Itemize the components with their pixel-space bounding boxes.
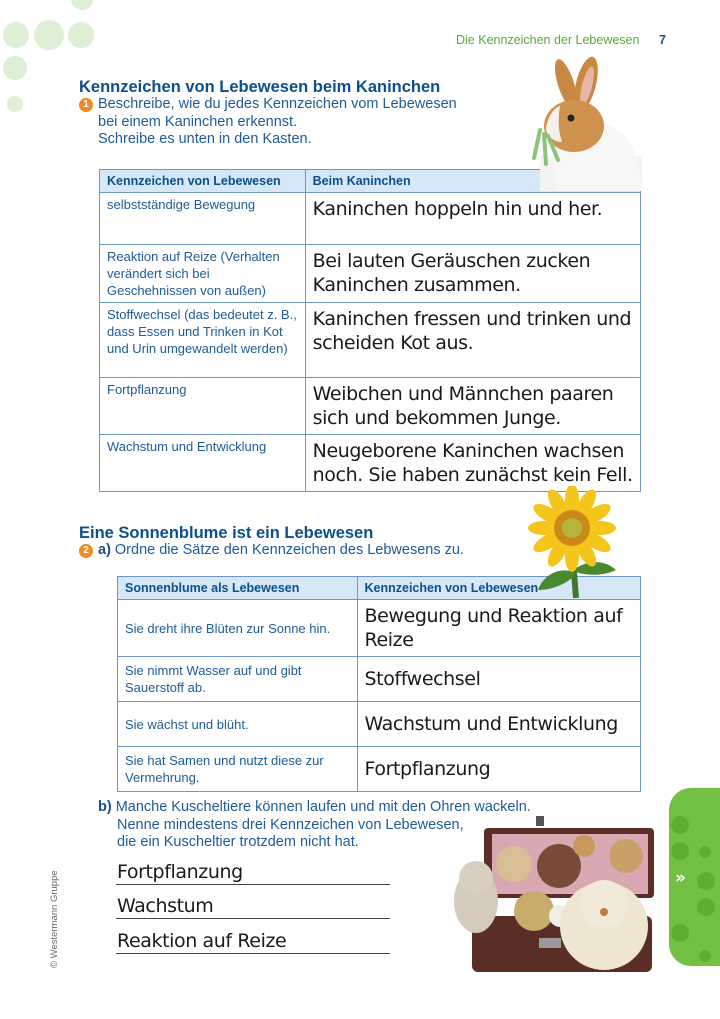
table-row <box>118 702 641 747</box>
answer-cell[interactable]: Stoffwechsel <box>357 657 641 702</box>
task-1-instruction: 1 Beschreibe, wie du jedes Kennzeichen vom Lebewesen bei einem Kaninchen erkennst. Schreibe es unten in den Kasten. <box>79 96 457 149</box>
copyright-notice: © Westermann Gruppe <box>49 870 60 968</box>
rabbit-image <box>528 56 642 191</box>
decor-dot <box>71 0 93 10</box>
column-header: Beim Kaninchen <box>305 170 640 193</box>
table-row <box>100 435 641 492</box>
table-row <box>118 600 641 657</box>
decor-dot <box>671 842 689 860</box>
task-number-badge: 2 <box>79 544 93 558</box>
answer-cell[interactable]: Fortpflanzung <box>357 747 641 792</box>
decor-dot <box>3 56 27 80</box>
sunflower-traits-table <box>117 576 641 792</box>
answer-cell[interactable]: Kaninchen hoppeln hin und her. <box>305 193 640 245</box>
table-row <box>100 245 641 303</box>
answer-cell[interactable]: Weibchen und Männchen paaren sich und bekommen Junge. <box>305 378 640 435</box>
decor-dot <box>671 924 689 942</box>
trait-cell: selbstständige Bewegung <box>100 193 306 245</box>
sentence-cell: Sie dreht ihre Blüten zur Sonne hin. <box>118 600 358 657</box>
answer-line[interactable]: Wachstum <box>116 894 390 919</box>
decor-dot <box>3 22 29 48</box>
section-title-sunflower: Eine Sonnenblume ist ein Lebewesen <box>79 524 374 542</box>
teddy-suitcase-image <box>444 816 656 976</box>
sunflower-image <box>516 486 628 598</box>
decor-dot <box>699 846 711 858</box>
decor-dot <box>671 816 689 834</box>
decor-dot <box>697 872 715 890</box>
double-chevron-right-icon[interactable]: » <box>675 868 686 888</box>
section-title-rabbit: Kennzeichen von Lebewesen beim Kaninchen <box>79 78 441 96</box>
column-header: Sonnenblume als Lebewesen <box>118 577 358 600</box>
answer-line[interactable]: Fortpflanzung <box>116 860 390 885</box>
table-row <box>100 378 641 435</box>
next-page-tab[interactable] <box>669 788 720 966</box>
answer-line[interactable]: Reaktion auf Reize <box>116 929 390 954</box>
trait-cell: Stoffwechsel (das bedeutet z. B., dass Essen und Trinken in Kot und Urin umgewandelt werden) <box>100 303 306 378</box>
answer-cell[interactable]: Kaninchen fressen und trinken und scheiden Kot aus. <box>305 303 640 378</box>
answer-cell[interactable]: Neugeborene Kaninchen wachsen noch. Sie haben zunächst kein Fell. <box>305 435 640 492</box>
answer-cell[interactable]: Bewegung und Reaktion auf Reize <box>357 600 641 657</box>
table-row <box>118 747 641 792</box>
trait-cell: Reaktion auf Reize (Verhalten verändert sich bei Geschehnissen von außen) <box>100 245 306 303</box>
trait-cell: Wachstum und Entwicklung <box>100 435 306 492</box>
page-number: 7 <box>659 33 666 47</box>
trait-cell: Fortpflanzung <box>100 378 306 435</box>
running-title: Die Kennzeichen der Lebewesen <box>456 33 640 47</box>
decor-dot <box>699 950 711 962</box>
column-header: Kennzeichen von Lebewesen <box>100 170 306 193</box>
answer-cell[interactable]: Wachstum und Entwicklung <box>357 702 641 747</box>
sentence-cell: Sie hat Samen und nutzt diese zur Vermehrung. <box>118 747 358 792</box>
table-row <box>118 657 641 702</box>
sentence-cell: Sie wächst und blüht. <box>118 702 358 747</box>
task-2b-instruction: b) Manche Kuscheltiere können laufen und mit den Ohren wackeln. Nenne mindestens drei Kennzeichen von Lebewesen, die ein Kuscheltier trotzdem nicht hat. <box>98 799 531 850</box>
sentence-cell: Sie nimmt Wasser auf und gibt Sauerstoff ab. <box>118 657 358 702</box>
table-row <box>100 303 641 378</box>
decor-dot <box>68 22 94 48</box>
table-row <box>100 193 641 245</box>
answer-cell[interactable]: Bei lauten Geräuschen zucken Kaninchen zusammen. <box>305 245 640 303</box>
rabbit-traits-table <box>99 169 641 492</box>
task-number-badge: 1 <box>79 98 93 112</box>
decor-dot <box>7 96 23 112</box>
decor-dot <box>697 898 715 916</box>
column-header: Kennzeichen von Lebewesen <box>357 577 641 600</box>
task-2a-instruction: 2 a) Ordne die Sätze den Kennzeichen des Lebwesens zu. <box>79 542 464 560</box>
decor-dot <box>34 20 64 50</box>
